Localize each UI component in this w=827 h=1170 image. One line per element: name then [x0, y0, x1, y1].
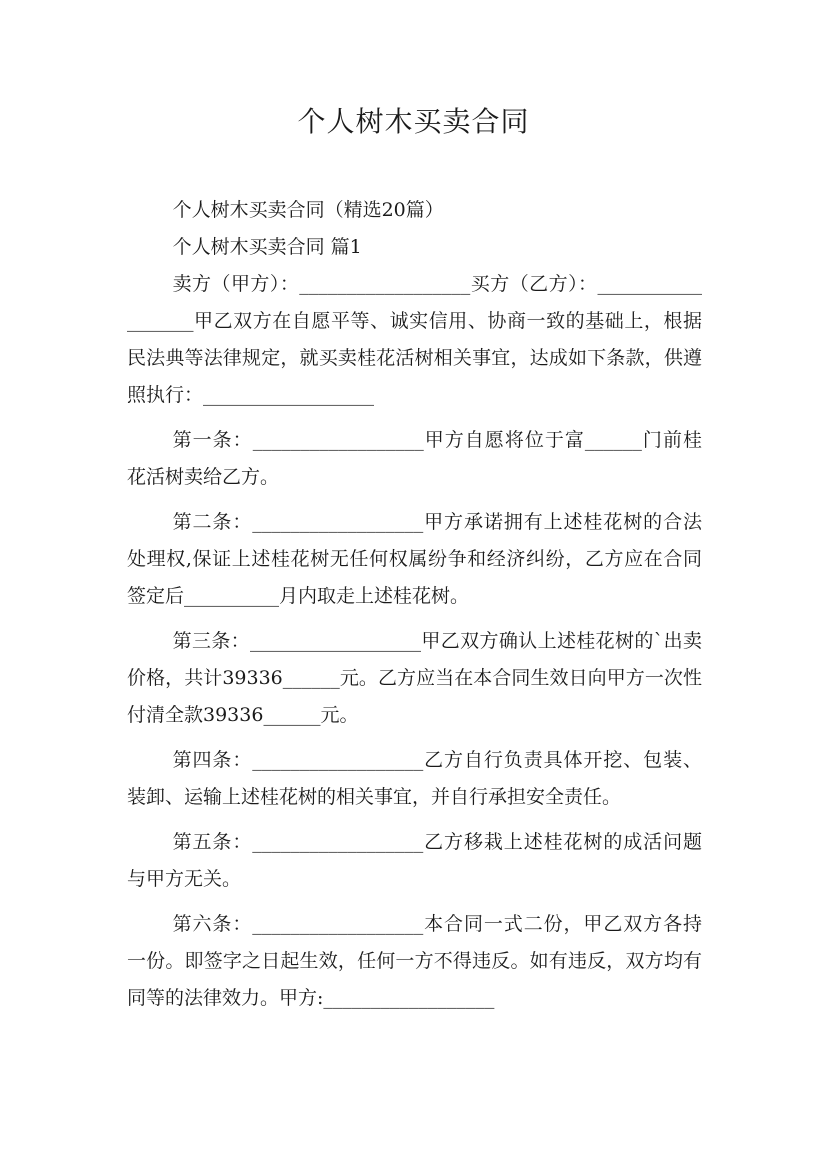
document-subtitle: 个人树木买卖合同（精选20篇） [172, 199, 444, 221]
document-body [127, 192, 702, 1017]
paragraph-article-2: 第二条：__________________甲方承诺拥有上述桂花树的合法处理权,保证上述桂花树无任何权属纷争和经济纠纷，乙方应在合同签定后__________月内取走上述桂花树。 [127, 511, 702, 607]
paragraph-article-5: 第五条：__________________乙方移栽上述桂花树的成活问题与甲方无关。 [127, 831, 702, 890]
paragraph-article-1: 第一条：__________________甲方自愿将位于富______门前桂花活树卖给乙方。 [127, 429, 702, 488]
paragraph-parties: 卖方（甲方）：__________________买方（乙方）：__________________甲乙双方在自愿平等、诚实信用、协商一致的基础上，根据民法典等法律规定，就买卖桂花活树相关事宜，达成如下条款，供遵照执行：__________________ [127, 273, 702, 406]
section-heading: 个人树木买卖合同 篇1 [172, 236, 362, 258]
document-title: 个人树木买卖合同 [297, 105, 530, 138]
paragraph-article-6: 第六条：__________________本合同一式二份，甲乙双方各持一份。即签字之日起生效，任何一方不得违反。如有违反，双方均有同等的法律效力。甲方:__________________ [127, 913, 702, 1009]
paragraph-article-4: 第四条：__________________乙方自行负责具体开挖、包装、装卸、运输上述桂花树的相关事宜，并自行承担安全责任。 [127, 749, 702, 808]
paragraph-article-3: 第三条：__________________甲乙双方确认上述桂花树的`出卖价格，共计39336______元。乙方应当在本合同生效日向甲方一次性付清全款39336______元。 [127, 630, 702, 726]
